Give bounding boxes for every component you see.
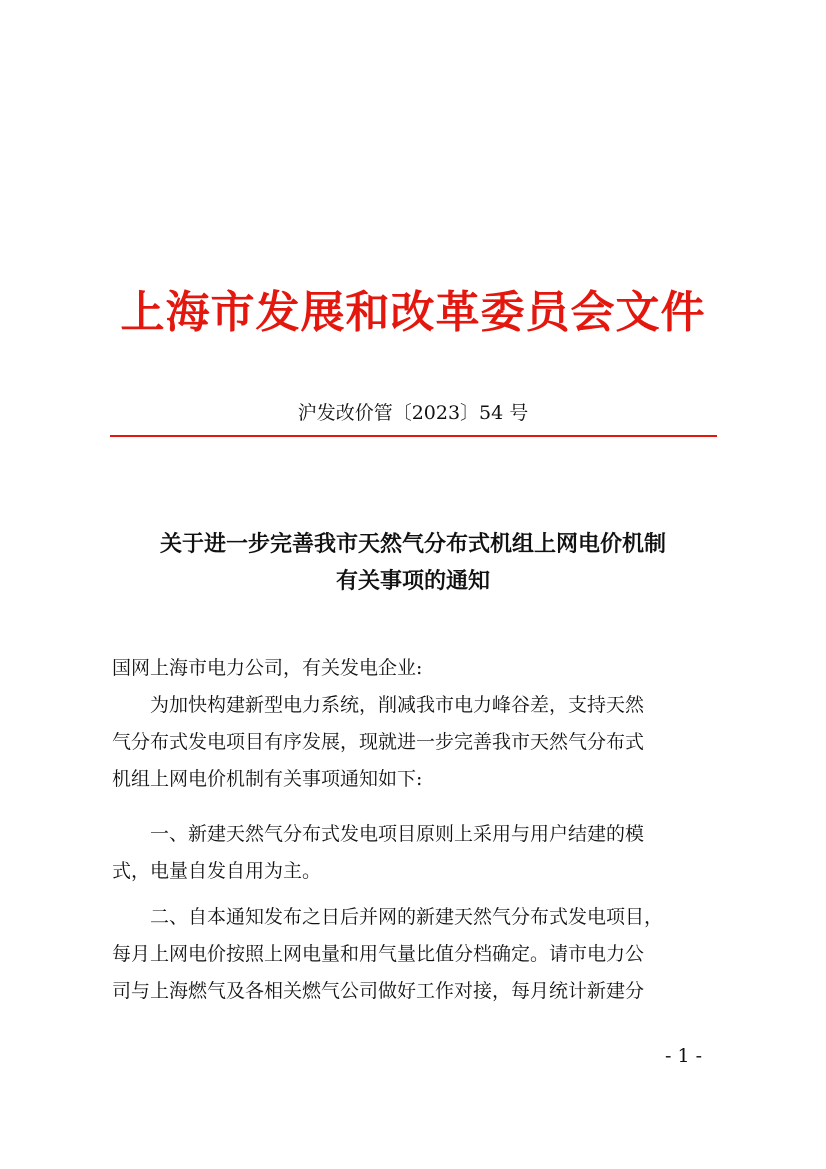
document-title-line-1: 关于进一步完善我市天然气分布式机组上网电价机制 [159, 531, 666, 557]
document-title-line-2: 有关事项的通知 [335, 568, 490, 594]
paragraph-line: 司与上海燃气及各相关燃气公司做好工作对接，每月统计新建分 [112, 980, 645, 1002]
document-number: 沪发改价管〔2023〕54 号 [297, 402, 529, 424]
paragraph-line: 一、新建天然气分布式发电项目原则上采用与用户结建的模 [150, 823, 645, 845]
issuing-authority-title: 上海市发展和改革委员会文件 [120, 287, 706, 338]
paragraph-item-1 [112, 816, 714, 890]
salutation: 国网上海市电力公司，有关发电企业: [112, 657, 423, 679]
paragraph-line: 机组上网电价机制有关事项通知如下: [112, 768, 423, 790]
paragraph-item-2 [112, 899, 714, 1010]
paragraph-line: 气分布式发电项目有序发展，现就进一步完善我市天然气分布式 [112, 731, 645, 753]
paragraph-line: 每月上网电价按照上网电量和用气量比值分档确定。请市电力公 [112, 943, 645, 965]
red-divider-line [110, 435, 717, 437]
page-number: - 1 - [665, 1045, 703, 1067]
paragraph-line: 为加快构建新型电力系统，削减我市电力峰谷差，支持天然 [150, 694, 645, 716]
paragraph-line: 二、自本通知发布之日后并网的新建天然气分布式发电项目， [150, 906, 664, 928]
paragraph-line: 式，电量自发自用为主。 [112, 860, 322, 882]
paragraph-intro [112, 687, 714, 798]
